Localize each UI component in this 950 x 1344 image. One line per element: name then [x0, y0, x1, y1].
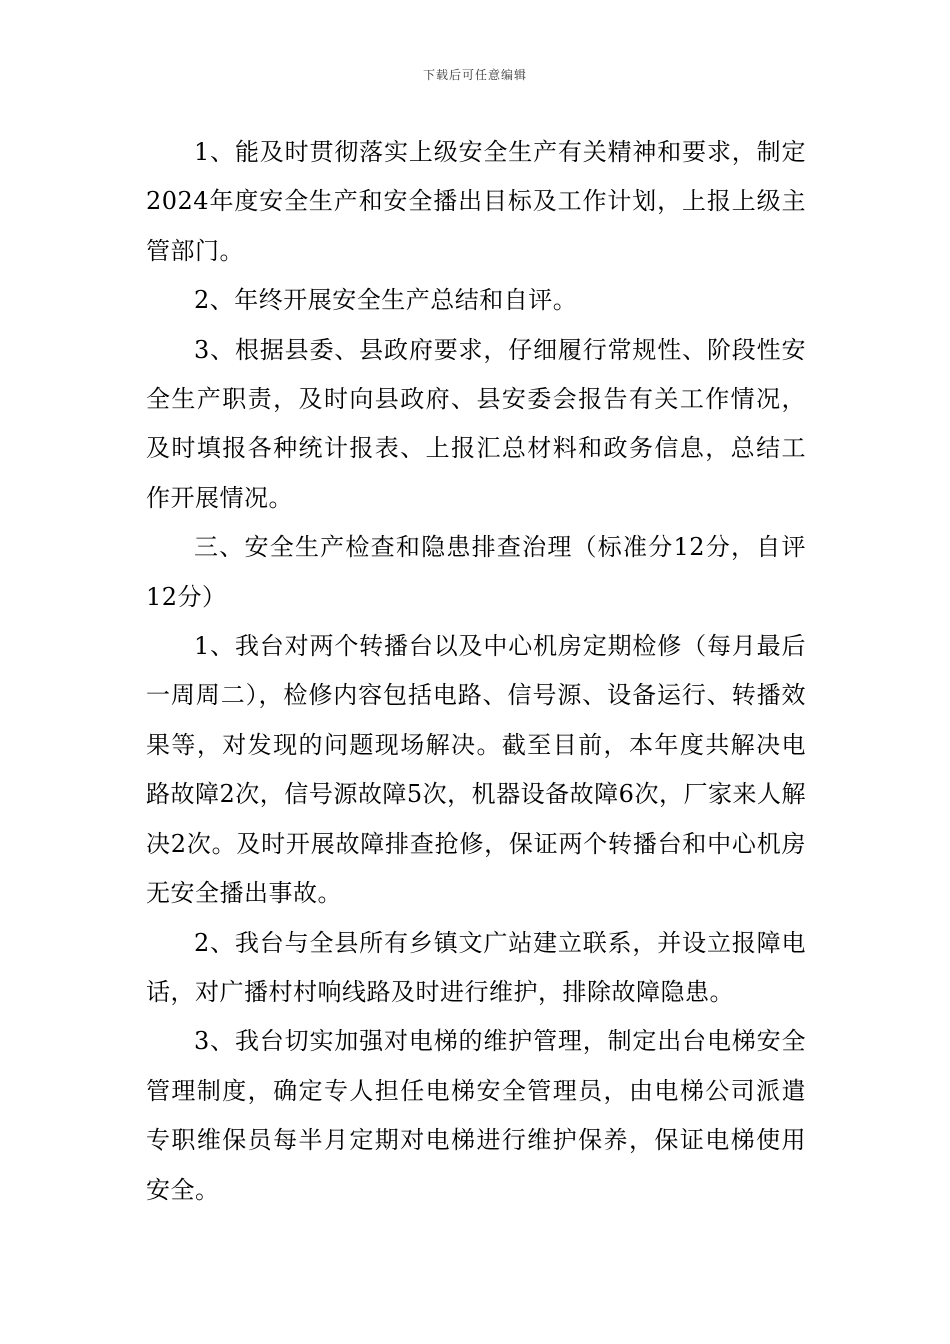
paragraph-item-4: 1、我台对两个转播台以及中心机房定期检修（每月最后一周周二），检修内容包括电路、信号源、设备运行、转播效果等，对发现的问题现场解决。截至目前，本年度共解决电路故障2次，信号源故障5次，机器设备故障6次，厂家来人解决2次。及时开展故障排查抢修，保证两个转播台和中心机房无安全播出事故。: [146, 632, 806, 908]
section-heading: 三、安全生产检查和隐患排查治理（标准分12分，自评12分）: [146, 533, 806, 611]
page-header: 下载后可任意编辑: [422, 68, 527, 82]
paragraph-item-5: 2、我台与全县所有乡镇文广站建立联系，并设立报障电话，对广播村村响线路及时进行维护，排除故障隐患。: [146, 928, 806, 1006]
paragraph-item-2: 2、年终开展安全生产总结和自评。: [194, 286, 578, 315]
paragraph-item-6: 3、我台切实加强对电梯的维护管理，制定出台电梯安全管理制度，确定专人担任电梯安全管理员，由电梯公司派遣专职维保员每半月定期对电梯进行维护保养，保证电梯使用安全。: [146, 1027, 806, 1204]
document-body: [146, 128, 806, 1215]
paragraph-item-3: 3、根据县委、县政府要求，仔细履行常规性、阶段性安全生产职责，及时向县政府、县安委会报告有关工作情况，及时填报各种统计报表、上报汇总材料和政务信息，总结工作开展情况。: [146, 335, 806, 512]
paragraph-item-1: 1、能及时贯彻落实上级安全生产有关精神和要求，制定2024年度安全生产和安全播出目标及工作计划，上报上级主管部门。: [146, 138, 806, 265]
